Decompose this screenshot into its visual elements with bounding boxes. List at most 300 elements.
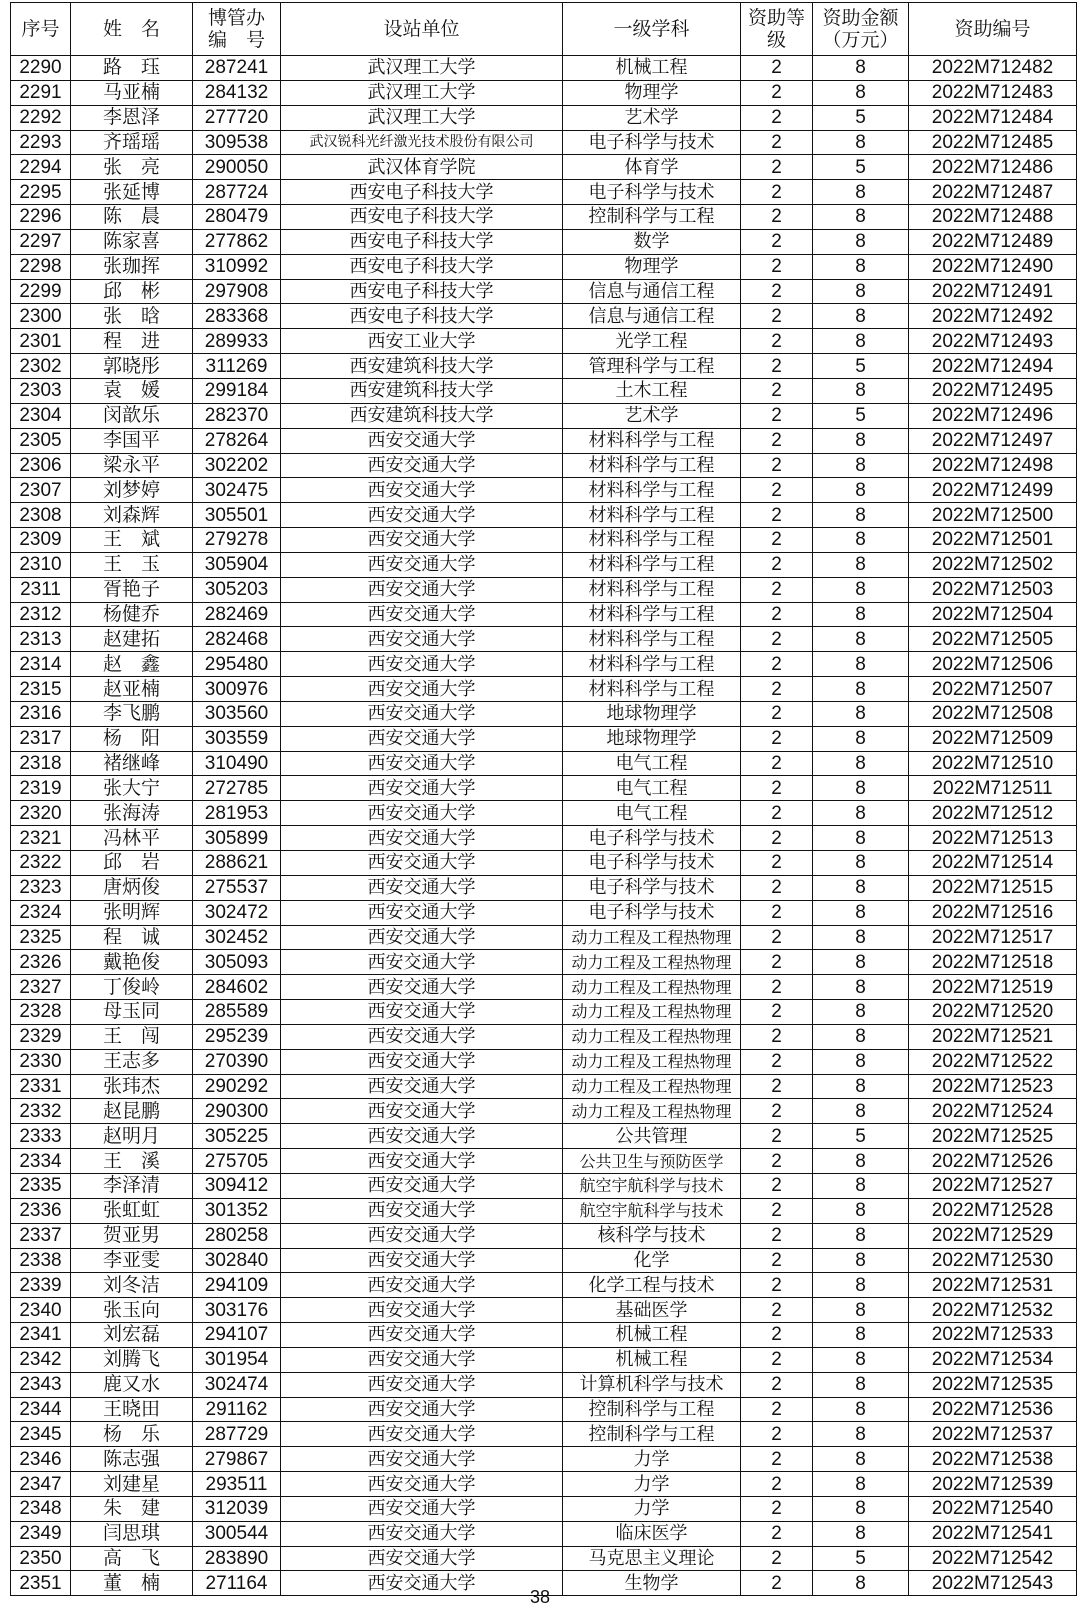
cell-code: 295480 <box>193 652 281 677</box>
table-row <box>11 254 1077 279</box>
cell-code: 309538 <box>193 130 281 155</box>
cell-fund-id: 2022M712510 <box>909 751 1077 776</box>
cell-amount: 8 <box>813 1472 909 1497</box>
cell-name: 马亚楠 <box>71 80 193 105</box>
cell-grade: 2 <box>741 1099 813 1124</box>
cell-amount: 8 <box>813 80 909 105</box>
cell-seq: 2308 <box>11 503 71 528</box>
table-row <box>11 826 1077 851</box>
cell-unit: 西安交通大学 <box>281 950 563 975</box>
table-row <box>11 726 1077 751</box>
cell-amount: 8 <box>813 776 909 801</box>
cell-name: 王 闯 <box>71 1024 193 1049</box>
cell-seq: 2319 <box>11 776 71 801</box>
cell-code: 303176 <box>193 1298 281 1323</box>
table-row <box>11 950 1077 975</box>
cell-fund-id: 2022M712521 <box>909 1024 1077 1049</box>
table-row <box>11 801 1077 826</box>
cell-amount: 8 <box>813 180 909 205</box>
cell-unit: 西安交通大学 <box>281 826 563 851</box>
cell-grade: 2 <box>741 1000 813 1025</box>
cell-amount: 8 <box>813 329 909 354</box>
cell-grade: 2 <box>741 975 813 1000</box>
table-row <box>11 1000 1077 1025</box>
table-row <box>11 677 1077 702</box>
table-row <box>11 1074 1077 1099</box>
cell-unit: 西安交通大学 <box>281 925 563 950</box>
cell-name: 杨健乔 <box>71 602 193 627</box>
cell-name: 李恩泽 <box>71 105 193 130</box>
cell-grade: 2 <box>741 254 813 279</box>
cell-amount: 8 <box>813 751 909 776</box>
cell-subject: 临床医学 <box>563 1521 741 1546</box>
cell-subject: 信息与通信工程 <box>563 279 741 304</box>
cell-code: 294107 <box>193 1323 281 1348</box>
cell-grade: 2 <box>741 1447 813 1472</box>
cell-name: 梁永平 <box>71 453 193 478</box>
table-row <box>11 1447 1077 1472</box>
cell-name: 李国平 <box>71 428 193 453</box>
cell-amount: 8 <box>813 1173 909 1198</box>
cell-fund-id: 2022M712501 <box>909 528 1077 553</box>
cell-fund-id: 2022M712485 <box>909 130 1077 155</box>
cell-grade: 2 <box>741 453 813 478</box>
cell-unit: 西安交通大学 <box>281 1223 563 1248</box>
header-grade: 资助等 级 <box>741 3 813 56</box>
cell-code: 303560 <box>193 701 281 726</box>
cell-subject: 控制科学与工程 <box>563 205 741 230</box>
cell-subject: 电子科学与技术 <box>563 900 741 925</box>
cell-amount: 8 <box>813 975 909 1000</box>
cell-amount: 8 <box>813 701 909 726</box>
cell-code: 275705 <box>193 1149 281 1174</box>
cell-fund-id: 2022M712516 <box>909 900 1077 925</box>
table-row <box>11 875 1077 900</box>
cell-amount: 8 <box>813 453 909 478</box>
cell-seq: 2302 <box>11 354 71 379</box>
cell-fund-id: 2022M712487 <box>909 180 1077 205</box>
cell-name: 闫思琪 <box>71 1521 193 1546</box>
funding-list-sheet <box>10 2 1076 1596</box>
cell-unit: 西安交通大学 <box>281 751 563 776</box>
cell-subject: 电气工程 <box>563 801 741 826</box>
cell-seq: 2345 <box>11 1422 71 1447</box>
cell-fund-id: 2022M712530 <box>909 1248 1077 1273</box>
table-row <box>11 1024 1077 1049</box>
cell-seq: 2323 <box>11 875 71 900</box>
cell-fund-id: 2022M712506 <box>909 652 1077 677</box>
cell-amount: 8 <box>813 503 909 528</box>
cell-fund-id: 2022M712484 <box>909 105 1077 130</box>
cell-subject: 电气工程 <box>563 776 741 801</box>
table-row <box>11 1173 1077 1198</box>
cell-grade: 2 <box>741 1074 813 1099</box>
cell-name: 刘森辉 <box>71 503 193 528</box>
cell-grade: 2 <box>741 1298 813 1323</box>
cell-code: 290050 <box>193 155 281 180</box>
cell-amount: 8 <box>813 279 909 304</box>
cell-code: 300544 <box>193 1521 281 1546</box>
cell-subject: 机械工程 <box>563 1347 741 1372</box>
table-header <box>11 3 1077 56</box>
cell-fund-id: 2022M712513 <box>909 826 1077 851</box>
cell-subject: 材料科学与工程 <box>563 453 741 478</box>
cell-seq: 2338 <box>11 1248 71 1273</box>
cell-amount: 5 <box>813 354 909 379</box>
cell-seq: 2304 <box>11 403 71 428</box>
cell-amount: 8 <box>813 428 909 453</box>
cell-unit: 西安电子科技大学 <box>281 279 563 304</box>
cell-name: 邱 彬 <box>71 279 193 304</box>
table-row <box>11 1397 1077 1422</box>
table-row <box>11 80 1077 105</box>
cell-name: 刘冬洁 <box>71 1273 193 1298</box>
cell-amount: 8 <box>813 1149 909 1174</box>
cell-code: 281953 <box>193 801 281 826</box>
table-row <box>11 652 1077 677</box>
cell-name: 陈 晨 <box>71 205 193 230</box>
cell-subject: 艺术学 <box>563 105 741 130</box>
cell-unit: 西安交通大学 <box>281 1298 563 1323</box>
cell-code: 284602 <box>193 975 281 1000</box>
cell-fund-id: 2022M712483 <box>909 80 1077 105</box>
cell-fund-id: 2022M712532 <box>909 1298 1077 1323</box>
cell-seq: 2306 <box>11 453 71 478</box>
cell-name: 贺亚男 <box>71 1223 193 1248</box>
table-row <box>11 1149 1077 1174</box>
cell-unit: 西安交通大学 <box>281 1496 563 1521</box>
cell-amount: 8 <box>813 1099 909 1124</box>
cell-seq: 2339 <box>11 1273 71 1298</box>
cell-code: 305093 <box>193 950 281 975</box>
cell-seq: 2335 <box>11 1173 71 1198</box>
cell-amount: 8 <box>813 1397 909 1422</box>
cell-unit: 西安建筑科技大学 <box>281 378 563 403</box>
cell-grade: 2 <box>741 354 813 379</box>
table-row <box>11 205 1077 230</box>
cell-fund-id: 2022M712508 <box>909 701 1077 726</box>
cell-amount: 8 <box>813 1074 909 1099</box>
cell-subject: 动力工程及工程热物理 <box>563 975 741 1000</box>
cell-fund-id: 2022M712543 <box>909 1571 1077 1596</box>
cell-code: 293511 <box>193 1472 281 1497</box>
cell-grade: 2 <box>741 155 813 180</box>
cell-amount: 8 <box>813 577 909 602</box>
cell-seq: 2293 <box>11 130 71 155</box>
cell-name: 陈志强 <box>71 1447 193 1472</box>
cell-code: 305225 <box>193 1124 281 1149</box>
cell-unit: 西安交通大学 <box>281 1472 563 1497</box>
cell-code: 302452 <box>193 925 281 950</box>
cell-code: 287729 <box>193 1422 281 1447</box>
cell-seq: 2311 <box>11 577 71 602</box>
cell-grade: 2 <box>741 776 813 801</box>
cell-subject: 电子科学与技术 <box>563 826 741 851</box>
cell-grade: 2 <box>741 105 813 130</box>
cell-code: 282370 <box>193 403 281 428</box>
cell-name: 刘腾飞 <box>71 1347 193 1372</box>
cell-grade: 2 <box>741 652 813 677</box>
cell-subject: 动力工程及工程热物理 <box>563 1074 741 1099</box>
cell-fund-id: 2022M712492 <box>909 304 1077 329</box>
table-row <box>11 1248 1077 1273</box>
cell-subject: 力学 <box>563 1447 741 1472</box>
header-subject: 一级学科 <box>563 3 741 56</box>
cell-grade: 2 <box>741 875 813 900</box>
cell-amount: 8 <box>813 1248 909 1273</box>
cell-subject: 计算机科学与技术 <box>563 1372 741 1397</box>
funding-table <box>10 2 1077 1596</box>
cell-subject: 材料科学与工程 <box>563 478 741 503</box>
cell-subject: 物理学 <box>563 254 741 279</box>
table-row <box>11 180 1077 205</box>
cell-grade: 2 <box>741 205 813 230</box>
cell-name: 王 溪 <box>71 1149 193 1174</box>
cell-code: 279278 <box>193 528 281 553</box>
cell-subject: 材料科学与工程 <box>563 577 741 602</box>
cell-grade: 2 <box>741 552 813 577</box>
cell-unit: 西安交通大学 <box>281 875 563 900</box>
cell-code: 302475 <box>193 478 281 503</box>
cell-seq: 2332 <box>11 1099 71 1124</box>
cell-amount: 8 <box>813 1323 909 1348</box>
cell-seq: 2322 <box>11 851 71 876</box>
cell-grade: 2 <box>741 1124 813 1149</box>
cell-code: 302472 <box>193 900 281 925</box>
cell-fund-id: 2022M712512 <box>909 801 1077 826</box>
cell-fund-id: 2022M712520 <box>909 1000 1077 1025</box>
table-row <box>11 1372 1077 1397</box>
cell-unit: 西安交通大学 <box>281 478 563 503</box>
cell-grade: 2 <box>741 1173 813 1198</box>
cell-seq: 2314 <box>11 652 71 677</box>
cell-subject: 公共管理 <box>563 1124 741 1149</box>
cell-subject: 控制科学与工程 <box>563 1422 741 1447</box>
cell-unit: 西安交通大学 <box>281 1422 563 1447</box>
cell-name: 程 进 <box>71 329 193 354</box>
table-row <box>11 602 1077 627</box>
table-row <box>11 1323 1077 1348</box>
cell-seq: 2299 <box>11 279 71 304</box>
cell-seq: 2290 <box>11 56 71 81</box>
cell-fund-id: 2022M712494 <box>909 354 1077 379</box>
cell-subject: 体育学 <box>563 155 741 180</box>
cell-name: 程 诚 <box>71 925 193 950</box>
cell-amount: 8 <box>813 1422 909 1447</box>
cell-unit: 西安交通大学 <box>281 627 563 652</box>
cell-unit: 西安交通大学 <box>281 1149 563 1174</box>
table-row <box>11 1422 1077 1447</box>
cell-amount: 8 <box>813 205 909 230</box>
cell-seq: 2342 <box>11 1347 71 1372</box>
cell-fund-id: 2022M712515 <box>909 875 1077 900</box>
cell-code: 282469 <box>193 602 281 627</box>
cell-seq: 2343 <box>11 1372 71 1397</box>
cell-seq: 2344 <box>11 1397 71 1422</box>
cell-fund-id: 2022M712489 <box>909 229 1077 254</box>
cell-grade: 2 <box>741 1496 813 1521</box>
cell-seq: 2341 <box>11 1323 71 1348</box>
cell-name: 胥艳子 <box>71 577 193 602</box>
table-row <box>11 329 1077 354</box>
cell-subject: 电气工程 <box>563 751 741 776</box>
cell-subject: 材料科学与工程 <box>563 652 741 677</box>
table-row <box>11 900 1077 925</box>
cell-amount: 8 <box>813 1049 909 1074</box>
cell-amount: 8 <box>813 1447 909 1472</box>
table-row <box>11 1099 1077 1124</box>
cell-code: 305904 <box>193 552 281 577</box>
cell-fund-id: 2022M712527 <box>909 1173 1077 1198</box>
cell-unit: 西安交通大学 <box>281 1248 563 1273</box>
cell-fund-id: 2022M712499 <box>909 478 1077 503</box>
cell-name: 张虹虹 <box>71 1198 193 1223</box>
cell-seq: 2292 <box>11 105 71 130</box>
cell-amount: 8 <box>813 826 909 851</box>
cell-name: 张 亮 <box>71 155 193 180</box>
cell-amount: 5 <box>813 105 909 130</box>
table-row <box>11 1347 1077 1372</box>
cell-amount: 5 <box>813 155 909 180</box>
cell-fund-id: 2022M712538 <box>909 1447 1077 1472</box>
cell-name: 赵 鑫 <box>71 652 193 677</box>
cell-amount: 8 <box>813 1198 909 1223</box>
cell-name: 高 飞 <box>71 1546 193 1571</box>
cell-fund-id: 2022M712504 <box>909 602 1077 627</box>
table-row <box>11 1124 1077 1149</box>
cell-seq: 2328 <box>11 1000 71 1025</box>
cell-subject: 电子科学与技术 <box>563 875 741 900</box>
cell-unit: 西安交通大学 <box>281 1372 563 1397</box>
cell-seq: 2331 <box>11 1074 71 1099</box>
table-row <box>11 1298 1077 1323</box>
cell-code: 297908 <box>193 279 281 304</box>
cell-unit: 西安交通大学 <box>281 1124 563 1149</box>
cell-unit: 西安电子科技大学 <box>281 229 563 254</box>
cell-seq: 2297 <box>11 229 71 254</box>
cell-name: 赵建拓 <box>71 627 193 652</box>
table-row <box>11 428 1077 453</box>
cell-code: 290292 <box>193 1074 281 1099</box>
cell-grade: 2 <box>741 1472 813 1497</box>
cell-unit: 西安交通大学 <box>281 801 563 826</box>
cell-code: 289933 <box>193 329 281 354</box>
cell-code: 299184 <box>193 378 281 403</box>
cell-grade: 2 <box>741 180 813 205</box>
cell-code: 288621 <box>193 851 281 876</box>
cell-grade: 2 <box>741 403 813 428</box>
cell-fund-id: 2022M712540 <box>909 1496 1077 1521</box>
cell-fund-id: 2022M712497 <box>909 428 1077 453</box>
cell-seq: 2347 <box>11 1472 71 1497</box>
cell-code: 311269 <box>193 354 281 379</box>
cell-name: 董 楠 <box>71 1571 193 1596</box>
cell-subject: 物理学 <box>563 80 741 105</box>
cell-subject: 化学 <box>563 1248 741 1273</box>
table-body <box>11 56 1077 1596</box>
cell-fund-id: 2022M712498 <box>909 453 1077 478</box>
cell-subject: 动力工程及工程热物理 <box>563 1024 741 1049</box>
cell-seq: 2310 <box>11 552 71 577</box>
cell-amount: 8 <box>813 950 909 975</box>
cell-seq: 2318 <box>11 751 71 776</box>
cell-name: 张延博 <box>71 180 193 205</box>
cell-code: 303559 <box>193 726 281 751</box>
cell-subject: 地球物理学 <box>563 726 741 751</box>
cell-grade: 2 <box>741 378 813 403</box>
cell-fund-id: 2022M712482 <box>909 56 1077 81</box>
table-row <box>11 1049 1077 1074</box>
cell-amount: 8 <box>813 900 909 925</box>
cell-grade: 2 <box>741 1198 813 1223</box>
cell-name: 袁 媛 <box>71 378 193 403</box>
cell-grade: 2 <box>741 130 813 155</box>
cell-code: 294109 <box>193 1273 281 1298</box>
cell-fund-id: 2022M712536 <box>909 1397 1077 1422</box>
cell-code: 310490 <box>193 751 281 776</box>
cell-code: 280479 <box>193 205 281 230</box>
cell-amount: 8 <box>813 925 909 950</box>
table-row <box>11 403 1077 428</box>
cell-unit: 西安交通大学 <box>281 577 563 602</box>
cell-seq: 2313 <box>11 627 71 652</box>
cell-subject: 电子科学与技术 <box>563 851 741 876</box>
cell-grade: 2 <box>741 801 813 826</box>
cell-name: 杨 阳 <box>71 726 193 751</box>
cell-seq: 2330 <box>11 1049 71 1074</box>
cell-subject: 化学工程与技术 <box>563 1273 741 1298</box>
cell-seq: 2298 <box>11 254 71 279</box>
cell-amount: 8 <box>813 1521 909 1546</box>
cell-subject: 力学 <box>563 1496 741 1521</box>
cell-seq: 2346 <box>11 1447 71 1472</box>
cell-subject: 电子科学与技术 <box>563 130 741 155</box>
cell-amount: 8 <box>813 130 909 155</box>
cell-unit: 西安交通大学 <box>281 1571 563 1596</box>
cell-seq: 2340 <box>11 1298 71 1323</box>
cell-name: 朱 建 <box>71 1496 193 1521</box>
cell-subject: 动力工程及工程热物理 <box>563 1099 741 1124</box>
cell-code: 271164 <box>193 1571 281 1596</box>
cell-grade: 2 <box>741 1273 813 1298</box>
header-seq: 序号 <box>11 3 71 56</box>
cell-seq: 2349 <box>11 1521 71 1546</box>
cell-code: 275537 <box>193 875 281 900</box>
cell-grade: 2 <box>741 851 813 876</box>
cell-unit: 西安交通大学 <box>281 1323 563 1348</box>
cell-subject: 核科学与技术 <box>563 1223 741 1248</box>
cell-unit: 西安交通大学 <box>281 776 563 801</box>
cell-name: 唐炳俊 <box>71 875 193 900</box>
cell-fund-id: 2022M712517 <box>909 925 1077 950</box>
cell-seq: 2337 <box>11 1223 71 1248</box>
cell-seq: 2307 <box>11 478 71 503</box>
table-row <box>11 1273 1077 1298</box>
cell-seq: 2334 <box>11 1149 71 1174</box>
cell-grade: 2 <box>741 80 813 105</box>
table-row <box>11 851 1077 876</box>
cell-seq: 2300 <box>11 304 71 329</box>
cell-unit: 西安电子科技大学 <box>281 304 563 329</box>
cell-grade: 2 <box>741 627 813 652</box>
cell-grade: 2 <box>741 1248 813 1273</box>
cell-subject: 机械工程 <box>563 1323 741 1348</box>
cell-name: 王志多 <box>71 1049 193 1074</box>
cell-subject: 材料科学与工程 <box>563 503 741 528</box>
table-row <box>11 503 1077 528</box>
cell-grade: 2 <box>741 1546 813 1571</box>
page-number: 38 <box>529 1587 551 1607</box>
